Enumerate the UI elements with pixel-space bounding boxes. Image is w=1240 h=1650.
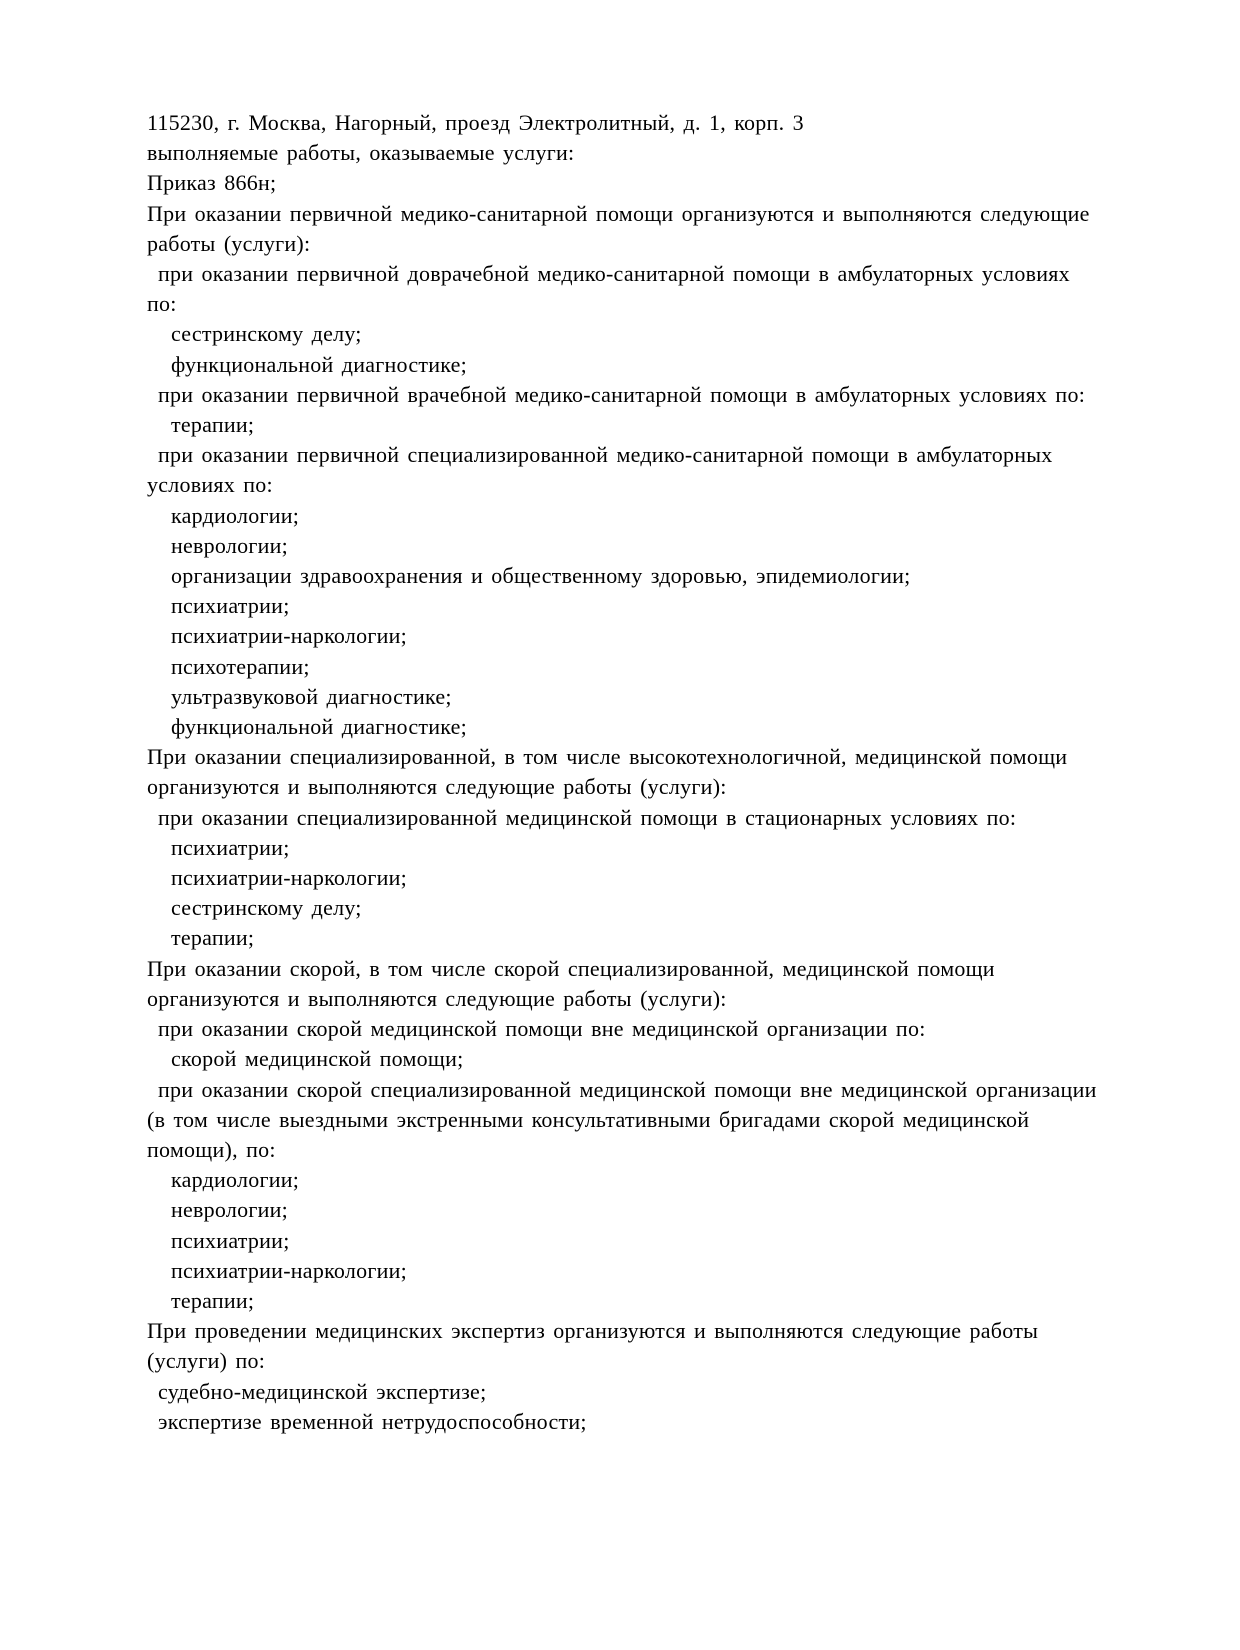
text-line: кардиологии; <box>171 1167 300 1193</box>
text-line: терапии; <box>171 412 255 438</box>
text-line: судебно-медицинской экспертизе; <box>158 1378 487 1404</box>
text-line: сестринскому делу; <box>171 895 362 921</box>
text-line: Приказ 866н; <box>147 170 277 196</box>
text-line: организуются и выполняются следующие работы (услуги): <box>147 985 727 1011</box>
text-line: работы (услуги): <box>147 230 311 256</box>
text-line: кардиологии; <box>171 502 300 528</box>
text-line: при оказании первичной врачебной медико-санитарной помощи в амбулаторных условиях по: <box>158 381 1086 407</box>
text-line: психиатрии-наркологии; <box>171 865 408 891</box>
text-line: функциональной диагностике; <box>171 714 468 740</box>
text-line: психиатрии; <box>171 1227 290 1253</box>
text-line: функциональной диагностике; <box>171 351 468 377</box>
license-works-text-block <box>147 108 1187 1437</box>
text-line: терапии; <box>171 1287 255 1313</box>
text-line: условиях по: <box>147 472 273 498</box>
text-line: терапии; <box>171 925 255 951</box>
text-line: 115230, г. Москва, Нагорный, проезд Электролитный, д. 1, корп. 3 <box>147 110 804 135</box>
text-line: по: <box>147 291 177 317</box>
text-line: (в том числе выездными экстренными консультативными бригадами скорой медицинской <box>147 1106 1030 1132</box>
text-line: при оказании первичной доврачебной медико-санитарной помощи в амбулаторных условиях <box>158 261 1070 287</box>
text-line: (услуги) по: <box>147 1348 266 1374</box>
text-line: организации здравоохранения и общественному здоровью, эпидемиологии; <box>171 563 911 589</box>
text-line: При проведении медицинских экспертиз организуются и выполняются следующие работы <box>147 1318 1039 1344</box>
text-line: психиатрии; <box>171 834 290 860</box>
text-line: При оказании специализированной, в том числе высокотехнологичной, медицинской помощи <box>147 744 1068 770</box>
text-line: при оказании скорой специализированной медицинской помощи вне медицинской организации <box>158 1076 1097 1102</box>
text-line: психиатрии-наркологии; <box>171 1257 408 1283</box>
text-line: При оказании скорой, в том числе скорой специализированной, медицинской помощи <box>147 955 995 981</box>
text-line: психотерапии; <box>171 653 310 679</box>
text-line: выполняемые работы, оказываемые услуги: <box>147 140 575 166</box>
text-line: скорой медицинской помощи; <box>171 1046 464 1072</box>
text-line: помощи), по: <box>147 1136 276 1162</box>
text-line: организуются и выполняются следующие работы (услуги): <box>147 774 727 800</box>
text-line: экспертизе временной нетрудоспособности; <box>158 1408 587 1434</box>
text-line: ультразвуковой диагностике; <box>171 683 452 709</box>
text-line: психиатрии-наркологии; <box>171 623 408 649</box>
text-line: неврологии; <box>171 1197 289 1223</box>
text-line: При оказании первичной медико-санитарной помощи организуются и выполняются следующие <box>147 200 1090 226</box>
text-line: сестринскому делу; <box>171 321 362 347</box>
text-line: при оказании первичной специализированной медико-санитарной помощи в амбулаторных <box>158 442 1053 468</box>
text-line: неврологии; <box>171 532 289 558</box>
text-line: при оказании скорой медицинской помощи вне медицинской организации по: <box>158 1016 926 1042</box>
text-line: психиатрии; <box>171 593 290 619</box>
text-line: при оказании специализированной медицинской помощи в стационарных условиях по: <box>158 804 1017 830</box>
